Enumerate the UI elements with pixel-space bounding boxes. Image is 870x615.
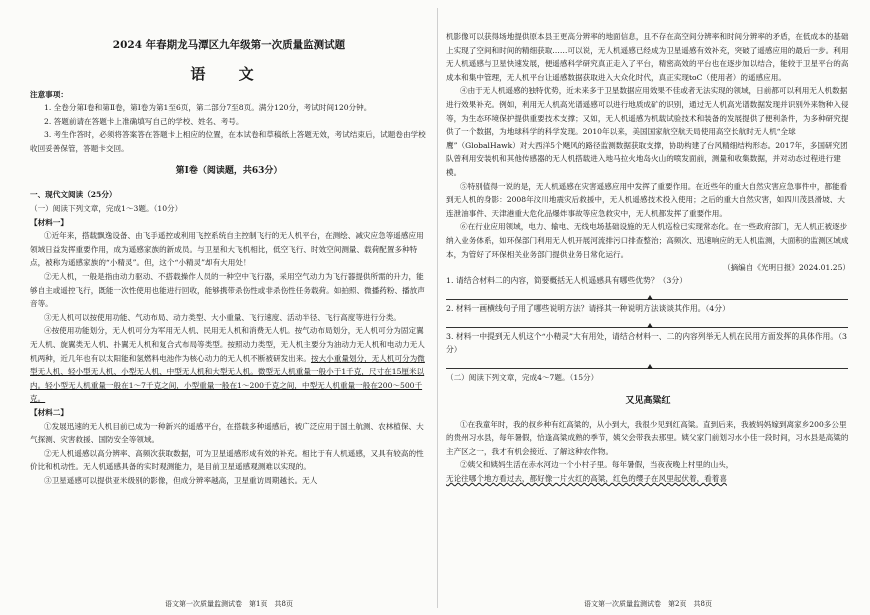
triangle-icon — [647, 323, 653, 328]
question-1: 1. 请结合材料二的内容，简要概括无人机遥感具有哪些优势？（3分） — [446, 276, 687, 286]
wavy-underlined-sentence: 无论往哪个地方看过去，都好像一片火红的高粱，红色的缨子在风里起伏着，看着喜 — [446, 474, 727, 484]
notice-item-1: 1. 全卷分第Ⅰ卷和第Ⅱ卷，第Ⅰ卷为第1至6页，第二部分7至8页。满分120分，考试时间120分钟。 — [44, 103, 372, 113]
paragraph: ③卫星遥感可以提供亚米级别的影像，但成分辨率越高，卫星重访周期越长。无人 — [44, 475, 318, 485]
underlined-sentence: 按大小重量划分，无人机可分为微型无人机、轻小型无人机、小型无人机、中型无人机和大型无人机。微型无人机重量一般小于1千克，尺寸在15厘米以内。轻小型无人机重量一般在1～7千克之间，小型重量一般在1～200千克之间，中型无人机重量一般在200～500千克。 — [30, 353, 425, 404]
paragraph: ②无人机，一般是指由动力驱动、不搭载操作人员的一种空中飞行器，采用空气动力为飞行器提供所需的升力，能够自主或遥控飞行，既能一次性使用也能进行回收，能够携带杀伤性或非杀伤性任务载荷。如拍照、微播药粉、播放声音等。 — [30, 272, 425, 309]
part-1-heading: 第Ⅰ卷（阅读题，共63分） — [175, 166, 283, 177]
material-2-label: 【材料二】 — [30, 407, 68, 417]
paragraph: 机影像可以获得场地提供原本县王更高分辨率的地面信息，且不存在高空间分辨率和时间分辨率的矛盾，在低成本的基础上实现了空间和时间的精细获取……可以说，无人机遥感已经成为卫星遥感有效补充，突破了遥感应用的最后一步。利用无人机遥感与卫星快速发展，便遥感科学研究真正走入了平台，精密高效的平台也在逐步加以结合，能较于卫星平台的高成本和集中管理，无人机平台让遥感数据获取进入大众化时代，真正实现toC（使用者）的遥感应用。 — [446, 32, 849, 82]
page-1 — [30, 0, 428, 615]
column-divider — [437, 8, 438, 608]
subsection-2-heading: （二）阅读下列文章，完成4～7题。（15分） — [446, 373, 599, 383]
triangle-icon — [647, 364, 653, 369]
answer-line[interactable] — [446, 356, 848, 369]
paragraph: ②无人机遥感以高分辨率、高频次获取数据，可为卫星遥感形成有效的补充。相比于有人机遥感，又具有较高的性价比和机动性。无人机遥感具备的实时观测能力，是目前卫星遥感观测难以实现的。 — [30, 448, 424, 472]
paragraph: ②姨父和姨妈生活在赤水河边一个小村子里。每年暑假，当夜夜晚上村里的山头， — [460, 460, 734, 470]
paragraph: ④由于无人机遥感的独特优势，近未来多于卫星数据应用效果不佳或者无法实现的领域，日前都可以利用无人机数据进行效果补充。例如，利用无人机高光谱遥感可以进行地质成矿的识别，通过无人机高光谱数据发现并识别外来物种入侵等，为生态环境保护提供重要技术支撑；又如，无人机遥感为机载试验技术和装备的发展提供了便利条件，为多种研究提供了一个数据，为地球科学的科学发现。2010年以来，美国国家航空航天局使用高空长航时无人机“全球鹰”（GlobalHawk）对大西洋5个飓风的路径监测数据获取支撑，协助构建了台风精细结构形态。2017年，多国研究团队曾利用安装机和其他传感器的无人机搭载进入地马拉火地岛火山的喷发面前，测量和收集数据，并对动态过程进行建模。 — [446, 86, 849, 177]
paragraph: ①发展迅速的无人机目前已成为一种新兴的遥感平台，在搭载多种遥感后，被广泛应用于国土航测、农林植保、大气探测、灾害救援、国防安全等领域。 — [30, 421, 424, 445]
paragraph: ⑤特别值得一说的是，无人机遥感在灾害遥感应用中发挥了重要作用。在近些年的重大自然灾害应急事件中，都能看到无人机的身影：2008年汶川地震灾后救援中，无人机遥感技术投入使用；之后的重大自然灾害，如四川茂县滑坡、大连泄油事件、天津港重大危化品爆炸事故等应急救灾中，无人机都发挥了重要作用。 — [446, 181, 848, 218]
paragraph-text: ④按使用功能划分，无人机可分为军用无人机、民用无人机和消费无人机。按气动布局划分，无人机可分为固定翼无人机、旋翼类无人机、扑翼无人机和复合式布局等类型。按照动力类型，无人机主要分为油动力无人机和电动力无人机两种，近几年也有以太阳能和氢燃料电池作为核心动力的无人机不断被研发出来。 — [30, 326, 425, 363]
answer-line[interactable] — [446, 287, 848, 300]
subsection-1-heading: （一）阅读下列文章，完成1～3题。（10分） — [30, 204, 183, 214]
question-2: 2. 材料一画横线句子用了哪些说明方法？请择其一种说明方法谈谈其作用。（4分） — [446, 304, 730, 314]
notice-heading: 注意事项： — [30, 89, 68, 99]
paragraph — [30, 324, 428, 406]
triangle-icon — [647, 295, 653, 300]
page-2 — [446, 0, 850, 615]
material-1-label: 【材料一】 — [30, 217, 68, 227]
subject-heading: 语 文 — [190, 64, 268, 83]
paragraph: ③无人机可以按使用功能、气动布局、动力类型、大小重量、飞行速度、活动半径、飞行高度等进行分类。 — [44, 312, 401, 322]
question-3: 3. 材料一中提到无人机这个“小精灵”大有用处，请结合材料一、二的内容列举无人机在民用方面发挥的具体作用。（3分） — [446, 332, 847, 355]
paragraph: ①近年来，搭载飘逸设备、由飞手遥控或利用飞控系统自主控制飞行的无人机平台，在测绘、减灾应急等遥感应用领域日益发挥重要作用，成为遥感家族的新成员。与卫星和大飞机相比，低空飞行、时效空间测量、载荷配置多种特点，被称为遥感家族的“小精灵”。但，这个“小精灵”却有大用处！ — [30, 231, 424, 268]
paragraph: ①在我童年时，我的叔乡种有红高粱的，从小到大，我很少见到红高粱。直到后来，我被妈妈嫁到离家乡200多公里的贵州习水县，每年暑假，恰逢高粱成熟的季节，姨父会带我去那里。姨父家门前划习水小佳一段时间，习水县是高粱的主产区之一，我才有机会接近、了解这种农作物。 — [446, 419, 849, 456]
story-title: 又见高粱红 — [625, 395, 671, 406]
notice-item-2: 2. 答题前请在答题卡上准确填写自己的学校、姓名、考号。 — [44, 116, 244, 126]
notice-item-3: 3. 考生作答时，必须将答案答在答题卡上相应的位置，在本试卷和草稿纸上答题无效，考试结束后，试题卷由学校收回妥善保管，答题卡交回。 — [30, 130, 426, 153]
section-1-heading: 一、现代文阅读（25分） — [30, 190, 117, 200]
paragraph: ⑥在行业应用领域，电力、输电、无线电场基础设施的无人机巡检已实现常态化。在一些政府部门，无人机正被逐步纳入业务体系，如环保部门利用无人机开展河流排污口排查整治；高频次、迅速响应的无人机监测，大面积的监测区域成本，为管好了环保相关业务部门提供业务日常化运行。 — [446, 222, 849, 259]
page-footer: 语文第一次质量监测试卷 第2页 共8页 — [584, 600, 712, 608]
source-citation: （摘编自《光明日报》2024.01.25） — [722, 263, 850, 273]
exam-title: 2024 年春期龙马潭区九年级第一次质量监测试题 — [112, 39, 346, 51]
answer-line[interactable] — [446, 315, 848, 328]
page-footer: 语文第一次质量监测试卷 第1页 共8页 — [165, 600, 293, 608]
